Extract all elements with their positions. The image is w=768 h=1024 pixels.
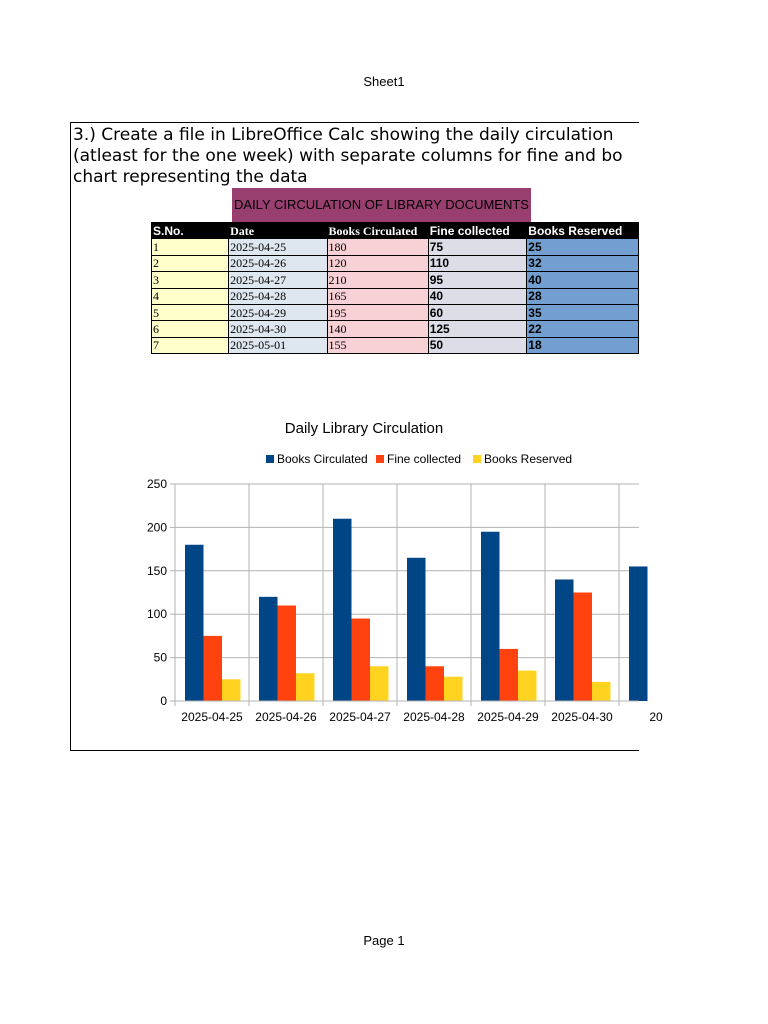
- x-tick-label: 2025-04-27: [329, 710, 391, 724]
- circulation-table: [151, 222, 639, 354]
- cell-books-reserved: 40: [527, 272, 639, 288]
- header-sno: S.No.: [152, 223, 229, 239]
- bar-books-reserved: [518, 671, 537, 701]
- y-tick-label: 150: [146, 563, 167, 578]
- y-tick-label: 0: [160, 694, 167, 708]
- y-tick-label: 50: [153, 650, 167, 665]
- cell-fine-collected: 75: [428, 239, 527, 255]
- bar-fine-collected: [352, 619, 371, 701]
- bar-books-circulated: [481, 532, 500, 701]
- bar-books-circulated: [407, 558, 426, 701]
- bar-fine-collected: [426, 666, 445, 701]
- cell-fine-collected: 60: [428, 304, 527, 320]
- cell-fine-collected: 110: [428, 255, 527, 271]
- bar-books-reserved: [370, 666, 389, 701]
- x-tick-label: 2025-04-25: [181, 710, 243, 724]
- instruction-line-1: 3.) Create a file in LibreOffice Calc showing the daily circulation: [73, 125, 614, 145]
- legend-label-3: Books Reserved: [484, 452, 573, 466]
- legend-swatch-2: [376, 455, 384, 463]
- bar-fine-collected: [574, 593, 593, 702]
- cell-sno: 6: [152, 321, 229, 337]
- circulation-chart: [71, 403, 663, 750]
- cell-books-circulated: 165: [327, 288, 428, 304]
- bar-books-circulated: [185, 545, 204, 701]
- table-row: [152, 288, 639, 304]
- instruction-line-3: chart representing the data: [73, 167, 308, 187]
- table-row: [152, 304, 639, 320]
- bar-books-circulated: [333, 519, 352, 701]
- bar-books-reserved: [222, 679, 241, 701]
- cell-fine-collected: 40: [428, 288, 527, 304]
- cell-sno: 3: [152, 272, 229, 288]
- table-row: [152, 255, 639, 271]
- bar-fine-collected: [278, 606, 297, 701]
- bar-books-circulated: [555, 579, 574, 701]
- cell-sno: 7: [152, 337, 229, 353]
- cell-date: 2025-04-26: [229, 255, 327, 271]
- print-area: [70, 122, 663, 751]
- bar-books-circulated: [259, 597, 278, 701]
- x-tick-label: 2025-04-30: [551, 710, 613, 724]
- x-tick-label: 2025-04-29: [477, 710, 539, 724]
- cell-books-circulated: 140: [327, 321, 428, 337]
- instruction-line-2: (atleast for the one week) with separate columns for fine and bo: [73, 146, 623, 166]
- x-tick-label: 2025-04-28: [403, 710, 465, 724]
- table-row: [152, 272, 639, 288]
- cell-books-reserved: 22: [527, 321, 639, 337]
- cell-books-reserved: 32: [527, 255, 639, 271]
- cell-date: 2025-04-27: [229, 272, 327, 288]
- table-title: DAILY CIRCULATION OF LIBRARY DOCUMENTS: [232, 188, 531, 222]
- cell-books-circulated: 155: [327, 337, 428, 353]
- cell-fine-collected: 50: [428, 337, 527, 353]
- table-row: [152, 239, 639, 255]
- cell-sno: 4: [152, 288, 229, 304]
- bar-fine-collected: [204, 636, 223, 701]
- table-header-row: [152, 223, 639, 239]
- table-row: [152, 321, 639, 337]
- header-books-circulated: Books Circulated: [327, 223, 428, 239]
- cell-date: 2025-04-30: [229, 321, 327, 337]
- cell-books-reserved: 35: [527, 304, 639, 320]
- header-books-reserved: Books Reserved: [527, 223, 639, 239]
- legend-swatch-3: [473, 455, 481, 463]
- chart-title: Daily Library Circulation: [284, 420, 444, 437]
- instruction-text: [73, 125, 693, 188]
- bar-books-reserved: [444, 677, 463, 701]
- bar-books-reserved: [592, 682, 611, 701]
- cell-sno: 2: [152, 255, 229, 271]
- header-date: Date: [229, 223, 327, 239]
- cell-fine-collected: 95: [428, 272, 527, 288]
- cell-date: 2025-04-28: [229, 288, 327, 304]
- cell-books-reserved: 28: [527, 288, 639, 304]
- page-number-footer: Page 1: [363, 933, 405, 948]
- bar-fine-collected: [500, 649, 519, 701]
- sheet-name-header: Sheet1: [363, 74, 405, 89]
- cell-books-circulated: 120: [327, 255, 428, 271]
- x-tick-label: 20: [649, 710, 663, 724]
- cell-books-reserved: 18: [527, 337, 639, 353]
- table-row: [152, 337, 639, 353]
- cell-date: 2025-04-29: [229, 304, 327, 320]
- y-tick-label: 200: [146, 520, 167, 535]
- x-tick-label: 2025-04-26: [255, 710, 317, 724]
- y-tick-label: 250: [146, 477, 167, 491]
- bar-books-reserved: [296, 673, 315, 701]
- header-fine-collected: Fine collected: [428, 223, 527, 239]
- cell-books-reserved: 25: [527, 239, 639, 255]
- cell-books-circulated: 195: [327, 304, 428, 320]
- cell-books-circulated: 210: [327, 272, 428, 288]
- cell-books-circulated: 180: [327, 239, 428, 255]
- cell-date: 2025-04-25: [229, 239, 327, 255]
- cell-fine-collected: 125: [428, 321, 527, 337]
- legend-swatch-1: [266, 455, 274, 463]
- bar-books-circulated: [629, 566, 648, 701]
- legend-label-2: Fine collected: [387, 452, 462, 466]
- legend-label-1: Books Circulated: [277, 452, 368, 466]
- cell-sno: 5: [152, 304, 229, 320]
- cell-date: 2025-05-01: [229, 337, 327, 353]
- cell-sno: 1: [152, 239, 229, 255]
- y-tick-label: 100: [146, 607, 167, 622]
